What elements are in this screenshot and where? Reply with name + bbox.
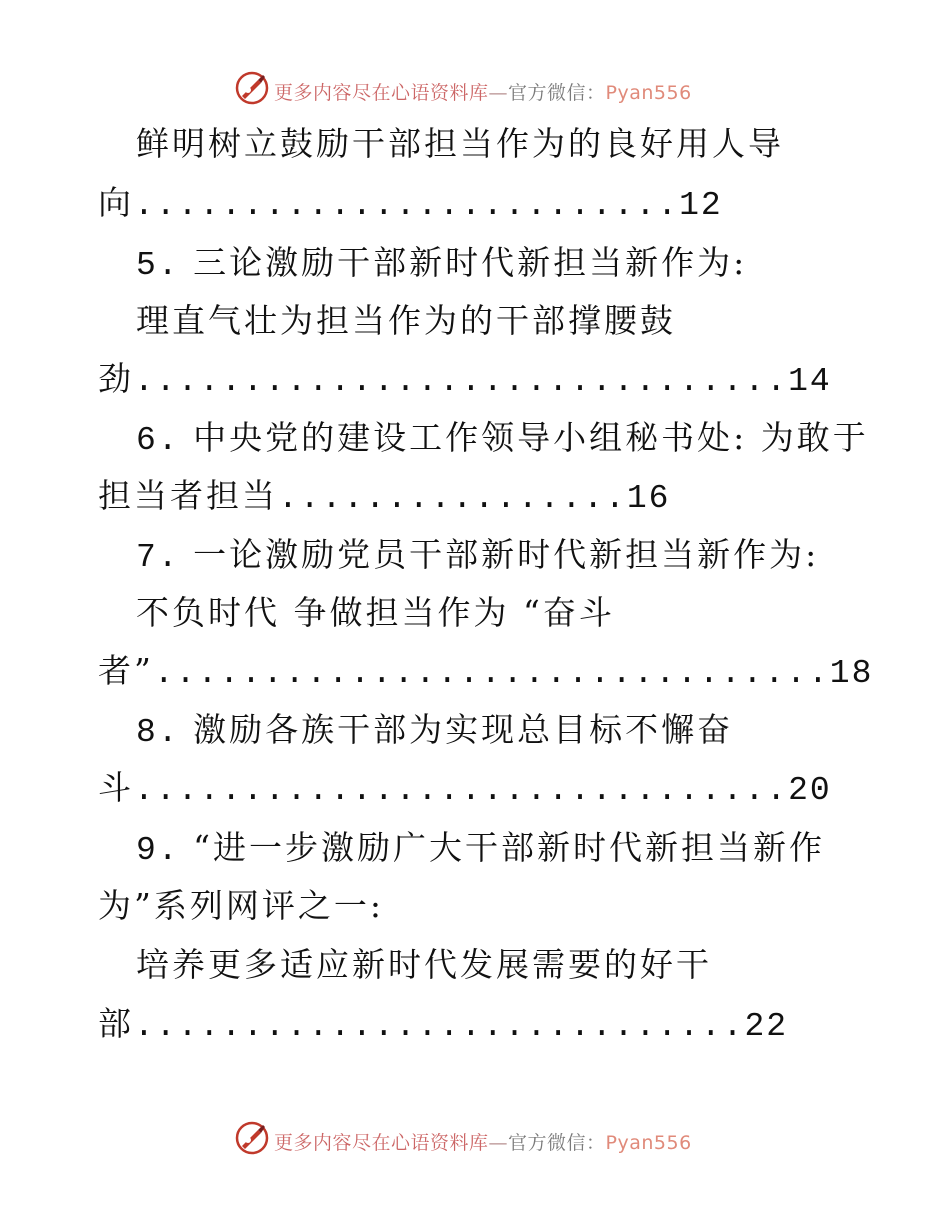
toc-line: 鲜明树立鼓励干部担当作为的良好用人导	[136, 124, 784, 163]
toc-line: 理直气壮为担当作为的干部撑腰鼓	[136, 301, 676, 340]
toc-line: 8. 激励各族干部为实现总目标不懈奋	[136, 710, 734, 751]
watermark-brand: 更多内容尽在心语资料库	[274, 82, 489, 104]
toc-line: 6. 中央党的建设工作领导小组秘书处: 为敢于	[136, 418, 869, 459]
toc-entry-16[interactable]: 担当者担当................16	[98, 476, 671, 517]
wechat-id: Pyan556	[605, 1132, 692, 1154]
item-number: 9.	[136, 832, 180, 869]
toc-entry-12[interactable]: 向.........................12	[98, 183, 723, 224]
page-number: 12	[679, 187, 723, 224]
toc-entry-14[interactable]: 劲..............................14	[98, 359, 832, 400]
page-number: 18	[829, 655, 874, 692]
wechat-id: Pyan556	[605, 82, 692, 104]
item-number: 8.	[136, 714, 180, 751]
footer-watermark	[0, 1120, 950, 1160]
wechat-label: 官方微信：	[508, 82, 606, 104]
wechat-label: 官方微信：	[508, 1132, 606, 1154]
toc-line: 为”系列网评之一:	[98, 886, 384, 925]
toc-entry-20[interactable]: 斗..............................20	[98, 768, 832, 809]
quill-logo-icon	[234, 70, 270, 106]
leader-dots: ..............................	[134, 772, 789, 809]
item-number: 5.	[136, 247, 180, 284]
item-number: 7.	[136, 539, 180, 576]
page-number: 22	[744, 1008, 789, 1045]
watermark-brand: 更多内容尽在心语资料库	[274, 1132, 489, 1154]
leader-dots: ..............................	[134, 363, 789, 400]
leader-dots: ................	[278, 480, 627, 517]
leader-dots: ...............................	[153, 655, 830, 692]
leader-dots: ............................	[134, 1008, 745, 1045]
header-watermark	[0, 70, 950, 110]
item-number: 6.	[136, 422, 180, 459]
toc-line: 培养更多适应新时代发展需要的好干	[136, 945, 712, 984]
toc-line: 5. 三论激励干部新时代新担当新作为:	[136, 243, 748, 284]
toc-line: 9. “进一步激励广大干部新时代新担当新作	[136, 828, 825, 869]
page-number: 20	[788, 772, 832, 809]
watermark-text: 更多内容尽在心语资料库—官方微信：Pyan556	[274, 1132, 692, 1154]
watermark-text: 更多内容尽在心语资料库—官方微信：Pyan556	[274, 82, 692, 104]
leader-dots: .........................	[134, 187, 680, 224]
toc-entry-22[interactable]: 部............................22	[98, 1004, 789, 1045]
page-number: 14	[788, 363, 832, 400]
toc-entry-18[interactable]: 者”...............................18	[98, 651, 874, 692]
quill-logo-icon	[234, 1120, 270, 1156]
page-number: 16	[626, 480, 671, 517]
toc-line: 不负时代 争做担当作为 “奋斗	[136, 593, 615, 632]
toc-line: 7. 一论激励党员干部新时代新担当新作为:	[136, 535, 820, 576]
